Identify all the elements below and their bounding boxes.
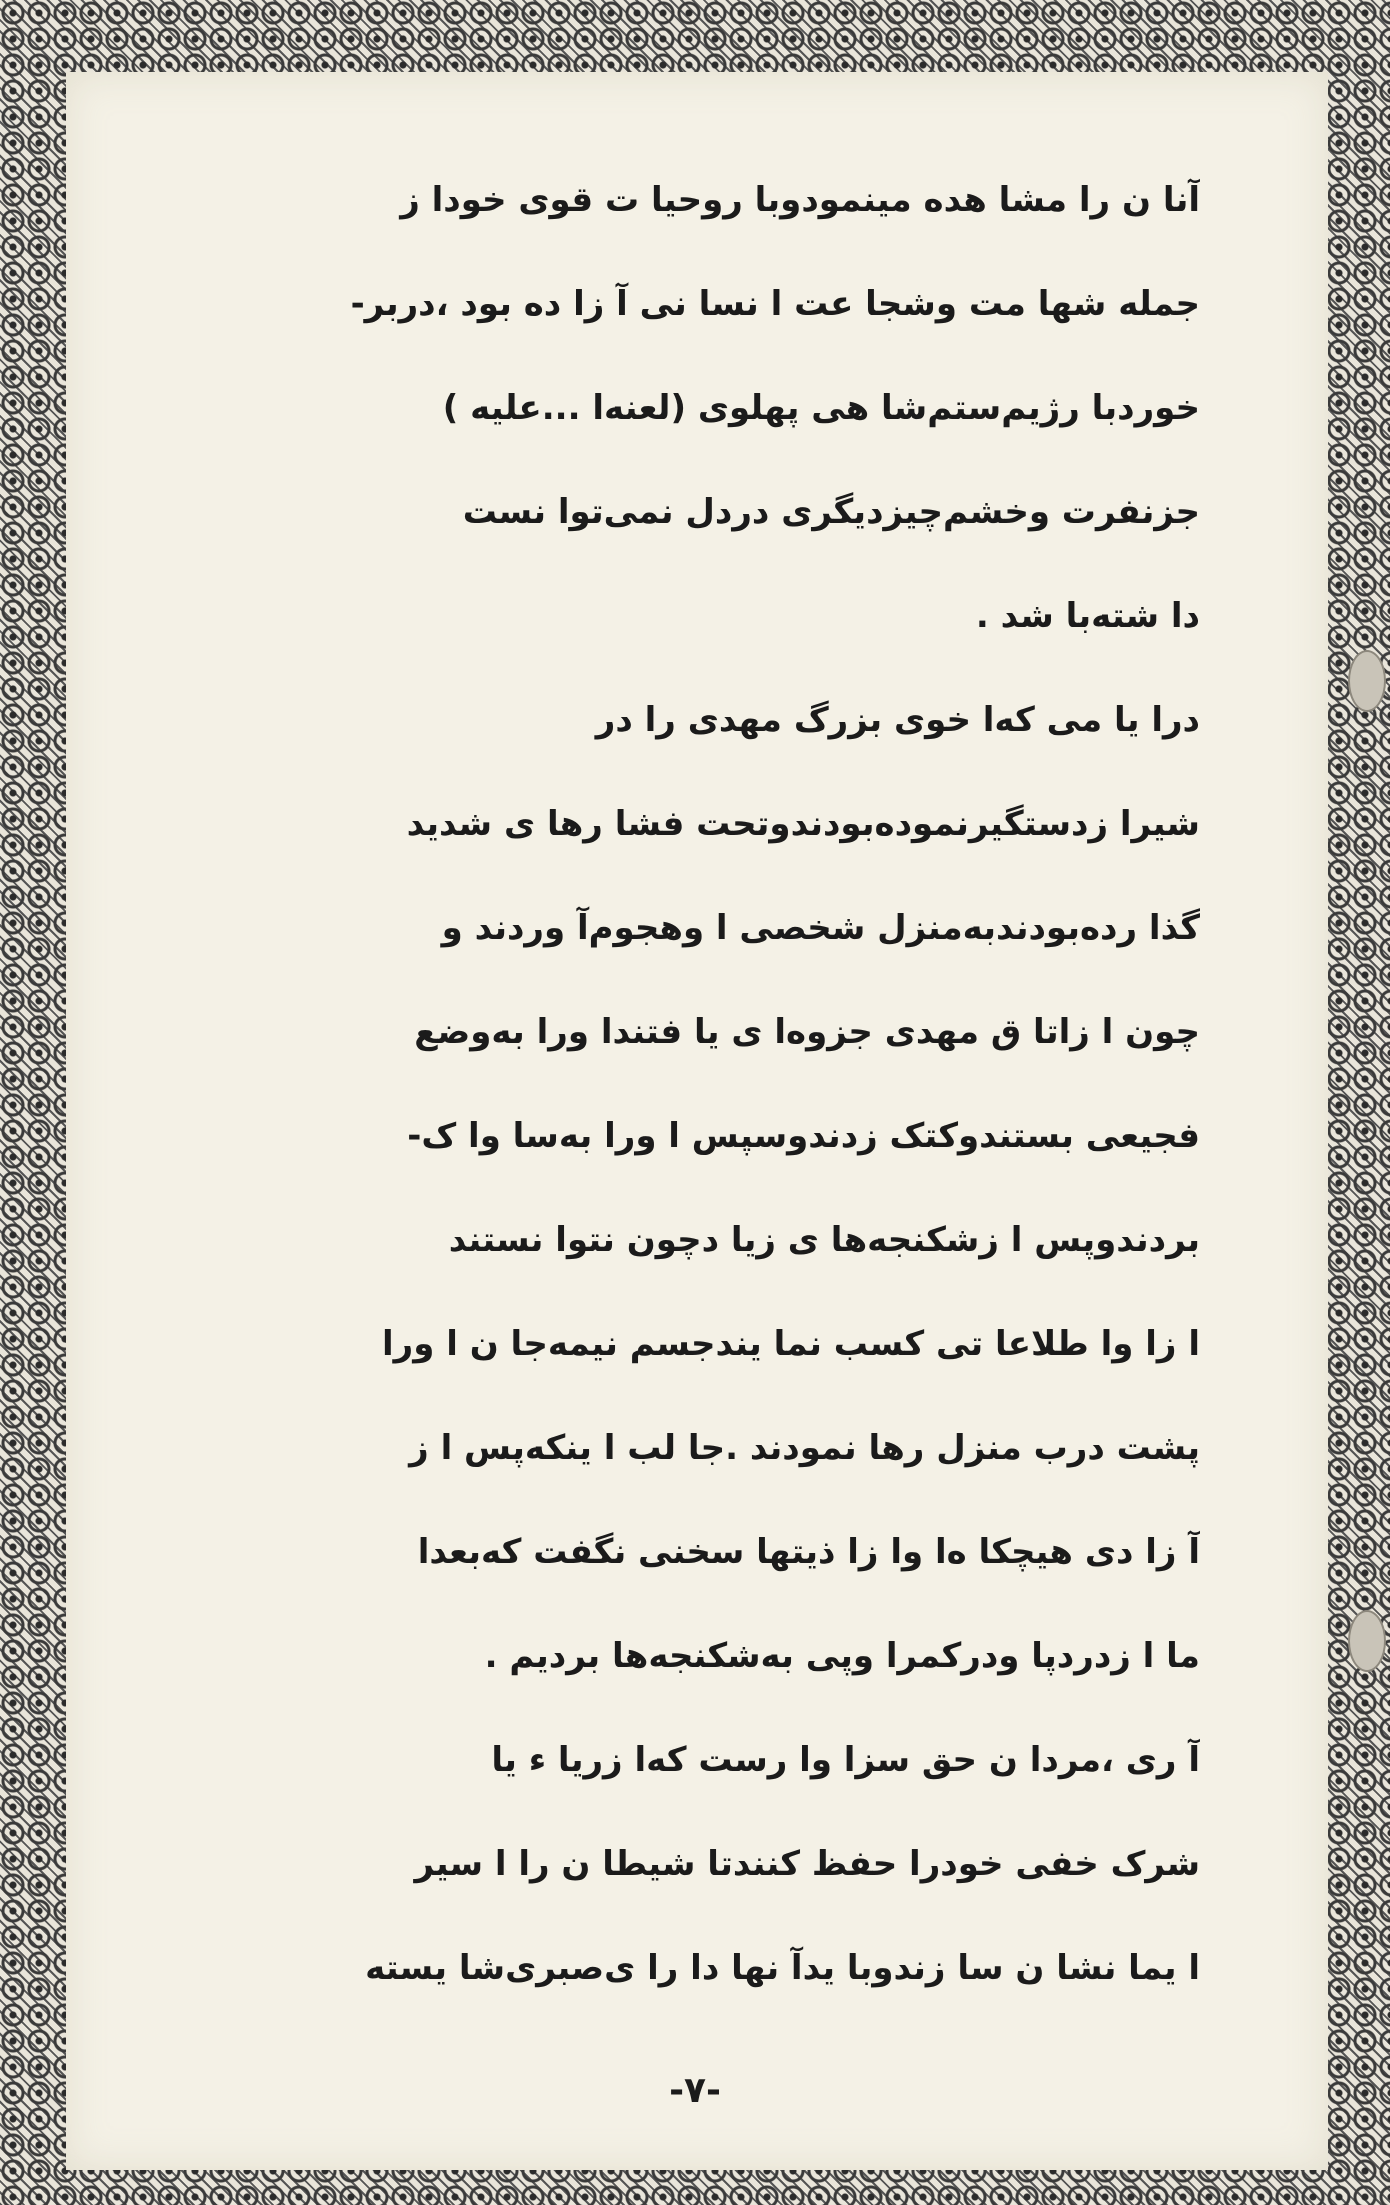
text-line: درا یا می که‌ا خوی بزرگ مهدی را در xyxy=(595,700,1200,740)
body-text xyxy=(200,170,1200,2042)
binder-hole-bottom xyxy=(1348,1610,1386,1672)
text-line: شیرا زدستگیرنموده‌بودندوتحت فشا رها ی شدید xyxy=(406,804,1200,844)
text-line: ما ا زدردپا ودرکمرا وپی به‌شکنجه‌ها بردیم . xyxy=(484,1636,1200,1676)
binder-hole-top xyxy=(1348,650,1386,712)
text-line: پشت درب منزل رها نمودند .جا لب ا ینکه‌پس ا ز xyxy=(409,1428,1200,1468)
text-line: چون ا زاتا ق مهدی جزوه‌ا ی یا فتندا ورا به‌وضع xyxy=(414,1012,1200,1052)
text-line: آنا ن را مشا هده مینمودوبا روحیا ت قوی خودا ز xyxy=(400,180,1200,220)
text-line: جمله شها مت وشجا عت ا نسا نی آ زا ده بود ،دربر- xyxy=(350,284,1200,324)
text-line: بردندوپس ا زشکنجه‌ها ی زیا دچون نتوا نستند xyxy=(448,1220,1200,1260)
page-number: -۷- xyxy=(669,2070,721,2111)
text-line: فجیعی بستندوکتک زدندوسپس ا ورا به‌سا وا ک- xyxy=(407,1116,1200,1156)
text-line: آ زا دی هیچکا ه‌ا وا زا ذیتها سخنی نگفت که‌بعدا xyxy=(417,1532,1200,1572)
text-line: ا یما نشا ن سا زندوبا یدآ نها دا را ی‌صبری‌شا یسته xyxy=(365,1948,1200,1988)
text-line: آ ری ،مردا ن حق سزا وا رست که‌ا زریا ء یا xyxy=(491,1740,1200,1780)
text-line: خوردبا رژیم‌ستم‌شا هی پهلوی (لعنه‌ا ...علیه ) xyxy=(442,388,1200,428)
text-line: گذا رده‌بودندبه‌منزل شخصی ا وهجوم‌آ وردند و xyxy=(441,908,1200,948)
text-line: ا زا وا طلاعا تی کسب نما یندجسم نیمه‌جا ن ا ورا xyxy=(382,1324,1200,1364)
text-line: جزنفرت وخشم‌چیزدیگری دردل نمی‌توا نست xyxy=(462,492,1200,532)
text-line: شرک خفی خودرا حفظ کنندتا شیطا ن را ا سیر xyxy=(414,1844,1200,1884)
text-line: دا شته‌با شد . xyxy=(975,596,1200,636)
